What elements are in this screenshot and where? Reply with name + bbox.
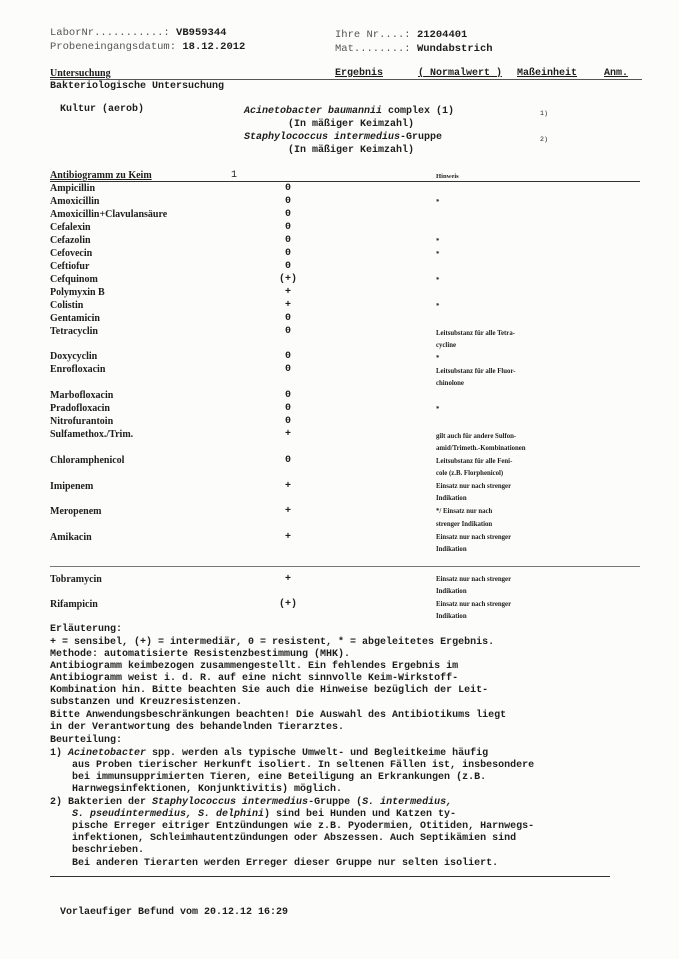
antibiotic-value: 0 bbox=[284, 403, 291, 414]
note-line: Harnwegsinfektionen, Konjunktivitis) möglich. bbox=[72, 784, 343, 795]
note-line: substanzen und Kreuzresistenzen. bbox=[50, 697, 243, 708]
section-title: Bakteriologische Untersuchung bbox=[50, 81, 225, 92]
antibiotic-name: Cefovecin bbox=[50, 248, 93, 259]
ihre-nr-row bbox=[335, 29, 467, 41]
antibiotic-name: Amoxicillin bbox=[50, 196, 100, 207]
organism-1-note: 1) bbox=[540, 110, 548, 117]
antibiotic-row bbox=[50, 287, 610, 300]
antibiotic-value: 0 bbox=[284, 183, 291, 194]
antibiotic-row bbox=[50, 209, 610, 222]
antibiotic-row bbox=[50, 326, 610, 339]
hint-text: */ Einsatz nur nach bbox=[436, 508, 493, 515]
header-block bbox=[50, 27, 226, 39]
organism-2-note: 2) bbox=[540, 136, 548, 143]
antibiotic-row bbox=[50, 235, 610, 248]
antibiotic-name: Tobramycin bbox=[50, 574, 102, 585]
hint-text: * bbox=[436, 238, 440, 245]
hint-text: cole (z.B. Florphenicol) bbox=[436, 470, 504, 477]
antibiotic-value: 0 bbox=[284, 326, 291, 337]
col-ergebnis: Ergebnis bbox=[335, 68, 384, 79]
antibiotic-value: 0 bbox=[284, 261, 291, 272]
beurteilung-2 bbox=[50, 797, 452, 809]
antibiotic-row bbox=[50, 599, 610, 612]
antibiotic-name: Marbofloxacin bbox=[50, 390, 114, 401]
note-line bbox=[72, 809, 456, 821]
note-line: Kombination hin. Bitte beachten Sie auch die Hinweise bezüglich der Leit- bbox=[50, 685, 489, 696]
col-anm: Anm. bbox=[604, 68, 629, 79]
eingang-row bbox=[50, 41, 245, 53]
antibiotic-value: 0 bbox=[284, 235, 291, 246]
antibiotic-value: (+) bbox=[278, 274, 297, 285]
organism-1 bbox=[244, 106, 454, 118]
organism-2-count: (In mäßiger Keimzahl) bbox=[288, 145, 415, 156]
antibiotic-row bbox=[50, 248, 610, 261]
ihre-nr-value: 21204401 bbox=[416, 29, 468, 41]
hint-text: Indikation bbox=[436, 546, 467, 553]
hint-text: Indikation bbox=[436, 613, 467, 620]
antibiotic-name: Amikacin bbox=[50, 532, 92, 543]
note-line: Bei anderen Tierarten werden Erreger dieser Gruppe nur selten isoliert. bbox=[72, 858, 499, 869]
antibiotic-row bbox=[50, 455, 610, 468]
antibiotic-name: Imipenem bbox=[50, 481, 94, 492]
antibiotic-value: + bbox=[284, 506, 291, 517]
eingang-value: 18.12.2012 bbox=[182, 41, 246, 53]
organism-2-name: Staphylococcus intermedius bbox=[244, 132, 401, 143]
antibiotic-value: 0 bbox=[284, 196, 291, 207]
ihre-nr-label: Ihre Nr....: bbox=[335, 29, 411, 41]
legend-line: + = sensibel, (+) = intermediär, 0 = resistent, * = abgeleitetes Ergebnis. bbox=[50, 637, 495, 648]
erlaeuterung-title: Erläuterung: bbox=[50, 624, 123, 635]
note-line: aus Proben tierischer Herkunft isoliert. In seltenen Fällen ist, insbesondere bbox=[72, 760, 535, 771]
antibiotic-row bbox=[50, 403, 610, 416]
page-break-rule bbox=[50, 566, 640, 567]
antibiotic-name: Cefazolin bbox=[50, 235, 91, 246]
antibiotic-row bbox=[50, 506, 610, 519]
hint-text: * bbox=[436, 251, 440, 258]
antibiotic-value: 0 bbox=[284, 209, 291, 220]
antibiotic-value: 0 bbox=[284, 313, 291, 324]
mat-value: Wundabstrich bbox=[416, 43, 493, 55]
hint-text: Einsatz nur nach strenger bbox=[436, 576, 512, 583]
note-text: 2) Bakterien der bbox=[50, 797, 153, 808]
genus-name: Acinetobacter bbox=[68, 748, 147, 759]
antibiotic-row bbox=[50, 429, 610, 442]
hint-text: * bbox=[436, 199, 440, 206]
note-line: bei immunsupprimierten Tieren, eine Beteiligung an Erkrankungen (z.B. bbox=[72, 772, 487, 783]
antibiotic-name: Cefalexin bbox=[50, 222, 91, 233]
note-line: Antibiogramm keimbezogen zusammengestellt. Ein fehlendes Ergebnis im bbox=[50, 661, 459, 672]
note-line: Antibiogramm weist i. d. R. auf eine nicht sinnvolle Keim-Wirkstoff- bbox=[50, 673, 459, 684]
organism-1-count: (In mäßiger Keimzahl) bbox=[288, 119, 415, 130]
antibiogram-rule bbox=[50, 181, 640, 182]
antibiotic-value: + bbox=[284, 532, 291, 543]
note-text: ) sind bei Hunden und Katzen ty- bbox=[264, 809, 457, 820]
mat-row bbox=[335, 43, 493, 55]
beurteilung-1 bbox=[50, 748, 488, 760]
antibiotic-row bbox=[50, 196, 610, 209]
header-rule bbox=[50, 79, 642, 80]
note-number: 1) bbox=[50, 748, 69, 759]
eingang-label: Probeneingangsdatum: bbox=[50, 41, 177, 53]
antibiotic-row bbox=[50, 532, 610, 545]
antibiotic-name: Nitrofurantoin bbox=[50, 416, 114, 427]
hint-text: Leitsubstanz für alle Feni- bbox=[436, 458, 513, 465]
note-line: infektionen, Schleimhautentzündungen oder Abszessen. Auch Septikämien sind bbox=[72, 833, 517, 844]
hint-text: strenger Indikation bbox=[436, 521, 493, 528]
hint-text: cycline bbox=[436, 342, 457, 349]
note-line: beschrieben. bbox=[72, 845, 145, 856]
labor-nr-value: VB959344 bbox=[176, 27, 227, 39]
antibiotic-row bbox=[50, 313, 610, 326]
antibiotic-value: 0 bbox=[284, 351, 291, 362]
antibiotic-name: Ampicillin bbox=[50, 183, 96, 194]
hint-text: Einsatz nur nach strenger bbox=[436, 601, 512, 608]
antibiogramm-keim: 1 bbox=[231, 170, 238, 181]
col-untersuchung: Untersuchung bbox=[50, 68, 111, 79]
hint-text: * bbox=[436, 303, 440, 310]
hint-text: Indikation bbox=[436, 495, 467, 502]
antibiotic-name: Rifampicin bbox=[50, 599, 98, 610]
antibiotic-row bbox=[50, 416, 610, 429]
hinweis-header: Hinweis bbox=[436, 173, 459, 180]
antibiotic-name: Colistin bbox=[50, 300, 84, 311]
methode-line: Methode: automatisierte Resistenzbestimmung (MHK). bbox=[50, 649, 351, 660]
antibiotic-value: + bbox=[284, 481, 291, 492]
antibiotic-name: Pradofloxacin bbox=[50, 403, 110, 414]
antibiotic-name: Ceftiofur bbox=[50, 261, 90, 272]
species-name: S. intermedius, bbox=[362, 797, 453, 808]
mat-label: Mat........: bbox=[335, 43, 411, 55]
antibiotic-row bbox=[50, 274, 610, 287]
note-text: spp. werden als typische Umwelt- und Begleitkeime häufig bbox=[146, 748, 489, 759]
hint-text: Leitsubstanz für alle Tetra- bbox=[436, 330, 515, 337]
antibiotic-name: Doxycyclin bbox=[50, 351, 98, 362]
labor-nr-label: LaborNr...........: bbox=[50, 27, 170, 39]
hint-text: Indikation bbox=[436, 588, 467, 595]
hint-text: * bbox=[436, 277, 440, 284]
antibiotic-name: Gentamicin bbox=[50, 313, 100, 324]
organism-1-suffix: complex (1) bbox=[388, 106, 455, 117]
antibiotic-name: Polymyxin B bbox=[50, 287, 105, 298]
species-name: Staphylococcus intermedius bbox=[152, 797, 309, 808]
kultur-label: Kultur (aerob) bbox=[60, 104, 145, 115]
organism-2 bbox=[244, 132, 442, 144]
antibiotic-name: Cefquinom bbox=[50, 274, 98, 285]
antibiotic-row bbox=[50, 300, 610, 313]
antibiotic-value: + bbox=[284, 574, 291, 585]
antibiotic-value: (+) bbox=[278, 599, 297, 610]
note-line: pische Erreger eitriger Entzündungen wie z.B. Pyodermien, Otitiden, Harnwegs- bbox=[72, 821, 535, 832]
antibiotic-row bbox=[50, 364, 610, 377]
antibiotic-row bbox=[50, 481, 610, 494]
beurteilung-title: Beurteilung: bbox=[50, 735, 123, 746]
antibiotic-name: Amoxicillin+Clavulansäure bbox=[50, 209, 168, 220]
species-name: S. pseudintermedius, S. delphini bbox=[72, 809, 265, 820]
footer-rule bbox=[50, 876, 610, 877]
hint-text: * bbox=[436, 355, 440, 362]
hint-text: * bbox=[436, 406, 440, 413]
antibiotic-value: 0 bbox=[284, 222, 291, 233]
befund-line: Vorlaeufiger Befund vom 20.12.12 16:29 bbox=[60, 907, 289, 918]
antibiotic-row bbox=[50, 351, 610, 364]
hint-text: gilt auch für andere Sulfon- bbox=[436, 433, 517, 440]
antibiotic-value: 0 bbox=[284, 364, 291, 375]
organism-1-name: Acinetobacter baumannii bbox=[244, 106, 383, 117]
col-normalwert: ( Normalwert ) bbox=[418, 68, 503, 79]
antibiotic-value: 0 bbox=[284, 416, 291, 427]
antibiotic-row bbox=[50, 390, 610, 403]
hint-text: chinolone bbox=[436, 380, 464, 387]
antibiotic-row bbox=[50, 261, 610, 274]
hint-text: Einsatz nur nach strenger bbox=[436, 534, 512, 541]
antibiotic-value: 0 bbox=[284, 390, 291, 401]
hint-text: amid/Trimeth.-Kombinationen bbox=[436, 445, 526, 452]
hint-text: Leitsubstanz für alle Fluor- bbox=[436, 368, 516, 375]
note-line: Bitte Anwendungsbeschränkungen beachten! Die Auswahl des Antibiotikums liegt bbox=[50, 710, 507, 721]
hint-text: Einsatz nur nach strenger bbox=[436, 483, 512, 490]
antibiogramm-header: Antibiogramm zu Keim bbox=[50, 170, 152, 181]
note-line: in der Verantwortung des behandelnden Tierarztes. bbox=[50, 722, 345, 733]
antibiotic-row bbox=[50, 222, 610, 235]
antibiotic-name: Meropenem bbox=[50, 506, 102, 517]
antibiotic-name: Tetracyclin bbox=[50, 326, 98, 337]
antibiotic-value: + bbox=[284, 287, 291, 298]
antibiotic-value: 0 bbox=[284, 455, 291, 466]
organism-2-suffix: -Gruppe bbox=[400, 132, 443, 143]
antibiotic-name: Sulfamethox./Trim. bbox=[50, 429, 134, 440]
antibiotic-row bbox=[50, 183, 610, 196]
col-masseinheit: Maßeinheit bbox=[517, 68, 578, 79]
antibiotic-value: + bbox=[284, 300, 291, 311]
antibiotic-name: Chloramphenicol bbox=[50, 455, 125, 466]
antibiotic-value: 0 bbox=[284, 248, 291, 259]
note-text: -Gruppe ( bbox=[308, 797, 363, 808]
antibiotic-row bbox=[50, 574, 610, 587]
antibiotic-name: Enrofloxacin bbox=[50, 364, 106, 375]
antibiotic-value: + bbox=[284, 429, 291, 440]
